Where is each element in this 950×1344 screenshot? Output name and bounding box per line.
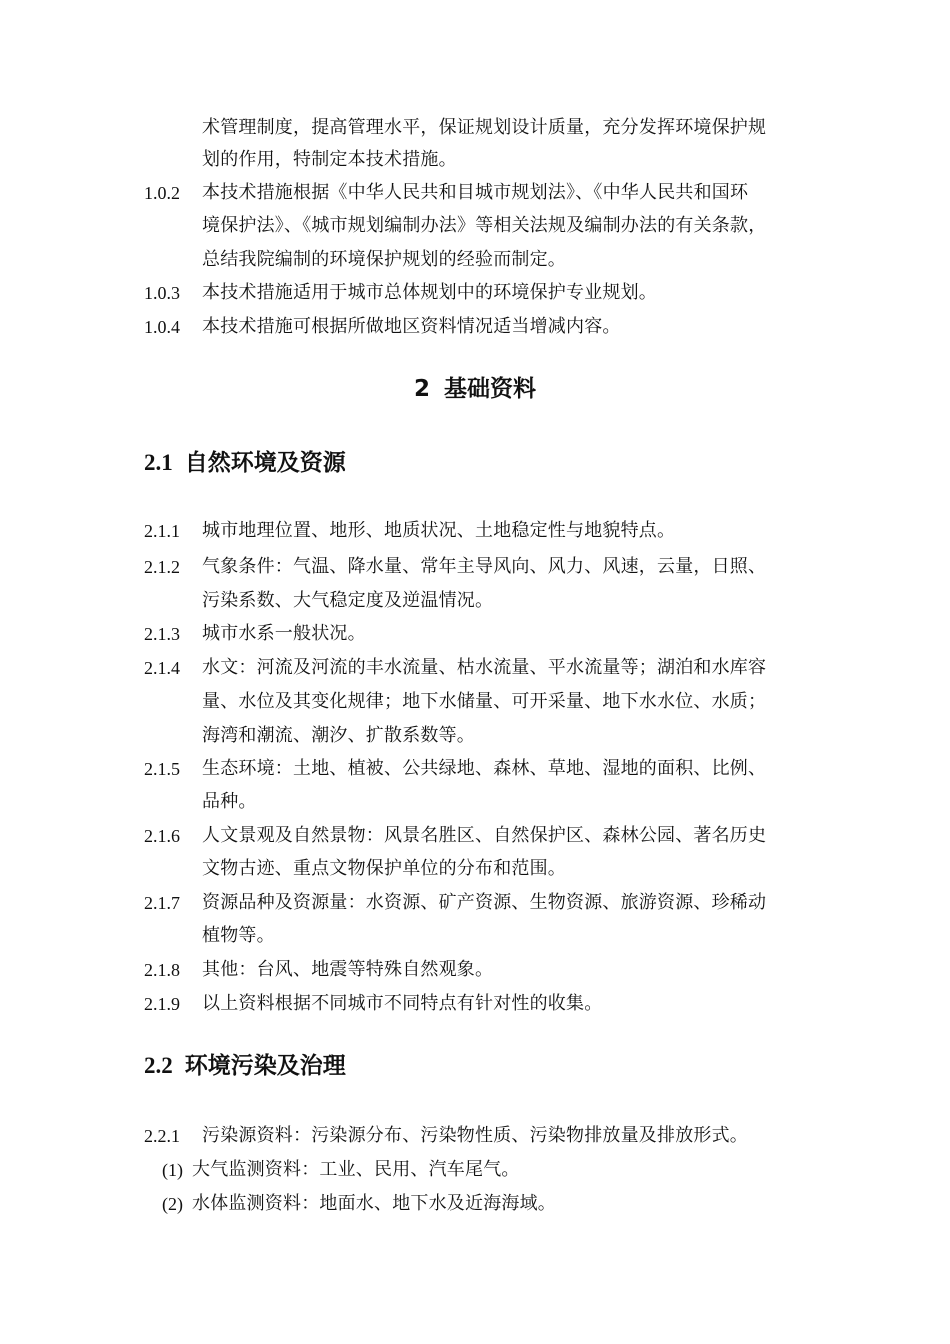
clause-number: 1.0.4: [144, 317, 180, 337]
clause-number: 2.1.9: [144, 994, 180, 1014]
paragraph-line: 划的作用，特制定本技术措施。: [202, 149, 457, 170]
paragraph-line: 本技术措施适用于城市总体规划中的环境保护专业规划。: [202, 282, 657, 303]
clause-number: 1.0.2: [144, 183, 180, 203]
paragraph-line: 资源品种及资源量：水资源、矿产资源、生物资源、旅游资源、珍稀动: [202, 892, 767, 913]
paragraph-line: 品种。: [202, 791, 257, 812]
section-heading: [144, 448, 346, 478]
subitem-text: 水体监测资料：地面水、地下水及近海海域。: [192, 1193, 556, 1214]
paragraph-line: 术管理制度，提高管理水平，保证规划设计质量，充分发挥环境保护规: [202, 117, 767, 138]
section-title: 自然环境及资源: [184, 450, 346, 476]
paragraph-line: 海湾和潮流、潮汐、扩散系数等。: [202, 725, 475, 746]
paragraph-line: 总结我院编制的环境保护规划的经验而制定。: [202, 249, 566, 270]
subitem-text: 大气监测资料：工业、民用、汽车尾气。: [192, 1159, 520, 1180]
paragraph-line: 城市地理位置、地形、地质状况、土地稳定性与地貌特点。: [202, 520, 676, 541]
paragraph-line: 生态环境：土地、植被、公共绿地、森林、草地、湿地的面积、比例、: [202, 758, 767, 779]
section-title: 环境污染及治理: [184, 1053, 346, 1079]
paragraph-line: 气象条件：气温、降水量、常年主导风向、风力、风速，云量，日照、: [202, 556, 767, 577]
paragraph-line: 人文景观及自然景物：风景名胜区、自然保护区、森林公园、著名历史: [202, 825, 767, 846]
paragraph-line: 城市水系一般状况。: [202, 623, 366, 644]
paragraph-line: 污染系数、大气稳定度及逆温情况。: [202, 590, 494, 611]
clause-number: 1.0.3: [144, 283, 180, 303]
paragraph-line: 污染源资料：污染源分布、污染物性质、污染物排放量及排放形式。: [202, 1125, 748, 1146]
chapter-number: 2: [413, 376, 430, 402]
clause-number: 2.1.4: [144, 658, 180, 678]
section-heading: [144, 1051, 346, 1081]
chapter-heading: [0, 374, 950, 404]
clause-number: 2.1.6: [144, 826, 180, 846]
clause-number: 2.1.7: [144, 893, 180, 913]
paragraph-line: 本技术措施可根据所做地区资料情况适当增减内容。: [202, 316, 621, 337]
paragraph-line: 境保护法》、《城市规划编制办法》等相关法规及编制办法的有关条款，: [202, 215, 767, 236]
subitem-number: (2): [162, 1194, 183, 1214]
paragraph-line: 植物等。: [202, 925, 275, 946]
paragraph-line: 水文：河流及河流的丰水流量、枯水流量、平水流量等；湖泊和水库容: [202, 657, 767, 678]
clause-number: 2.1.5: [144, 759, 180, 779]
clause-number: 2.2.1: [144, 1126, 180, 1146]
paragraph-line: 本技术措施根据《中华人民共和目城市规划法》、《中华人民共和国环: [202, 182, 749, 203]
paragraph-line: 量、水位及其变化规律；地下水储量、可开采量、地下水水位、水质；: [202, 691, 767, 712]
section-number: 2.2: [144, 1053, 173, 1078]
paragraph-line: 其他：台风、地震等特殊自然观象。: [202, 959, 494, 980]
clause-number: 2.1.8: [144, 960, 180, 980]
subitem-number: (1): [162, 1160, 183, 1180]
clause-number: 2.1.1: [144, 521, 180, 541]
clause-number: 2.1.2: [144, 557, 180, 577]
section-number: 2.1: [144, 450, 173, 475]
paragraph-line: 文物古迹、重点文物保护单位的分布和范围。: [202, 858, 566, 879]
chapter-title: 基础资料: [444, 376, 536, 402]
clause-number: 2.1.3: [144, 624, 180, 644]
paragraph-line: 以上资料根据不同城市不同特点有针对性的收集。: [202, 993, 603, 1014]
